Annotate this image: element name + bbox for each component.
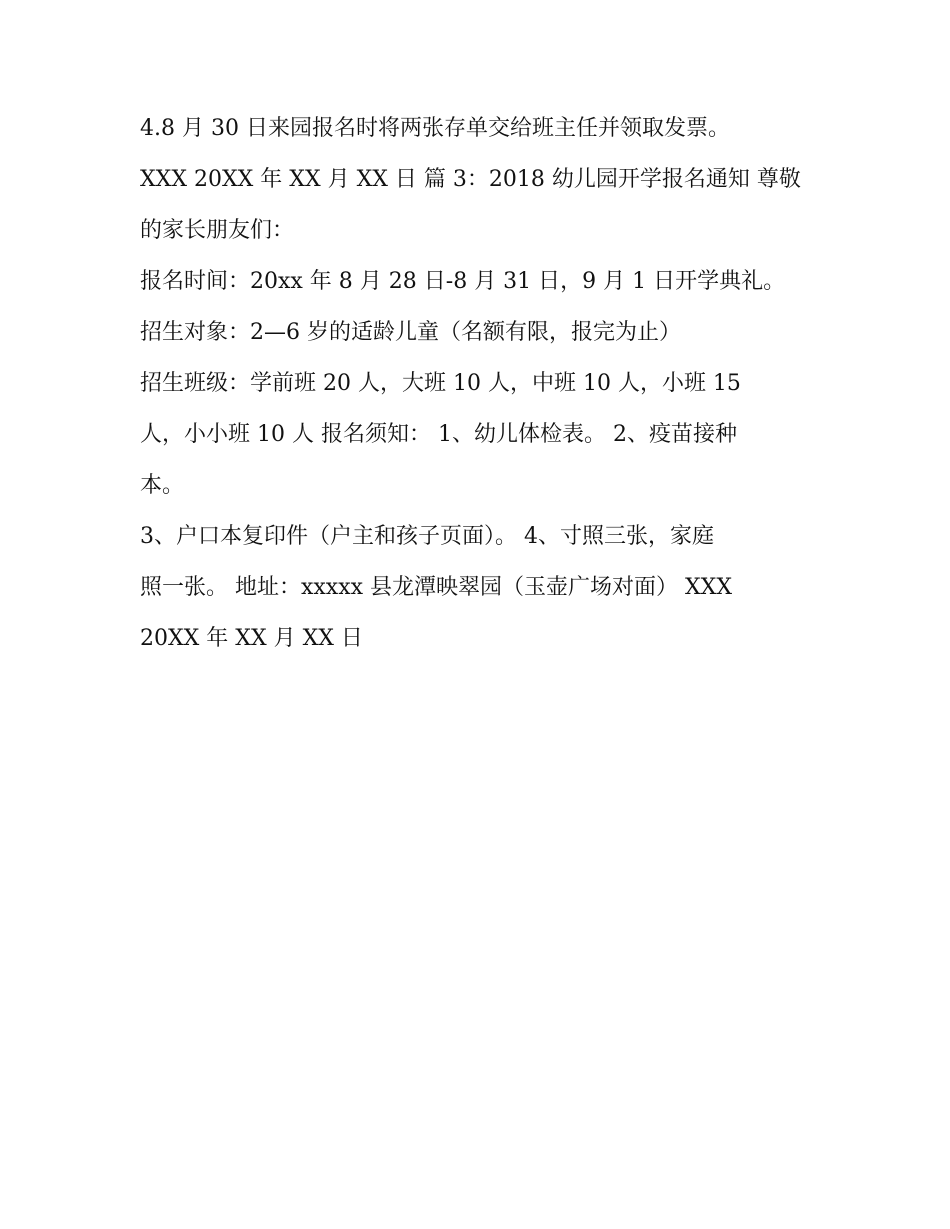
document-body [140, 107, 820, 668]
text-line: 20XX 年 XX 月 XX 日 [140, 626, 363, 651]
text-line: 人，小小班 10 人 报名须知： 1、幼儿体检表。 2、疫苗接种 [140, 422, 737, 447]
text-line: 的家长朋友们： [140, 218, 295, 243]
text-line: 招生班级：学前班 20 人，大班 10 人，中班 10 人，小班 15 [140, 371, 741, 396]
text-line: 4.8 月 30 日来园报名时将两张存单交给班主任并领取发票。 [140, 116, 730, 141]
text-line: 招生对象：2—6 岁的适龄儿童（名额有限，报完为止） [140, 320, 681, 345]
text-line: 照一张。 地址：xxxxx 县龙潭映翠园（玉壶广场对面） XXX [140, 575, 733, 600]
text-line: XXX 20XX 年 XX 月 XX 日 篇 3：2018 幼儿园开学报名通知 尊敬 [140, 167, 801, 192]
text-line: 本。 [140, 473, 185, 498]
text-line: 3、户口本复印件（户主和孩子页面）。 4、寸照三张，家庭 [140, 524, 714, 549]
text-line: 报名时间：20xx 年 8 月 28 日-8 月 31 日，9 月 1 日开学典礼。 [140, 269, 786, 294]
